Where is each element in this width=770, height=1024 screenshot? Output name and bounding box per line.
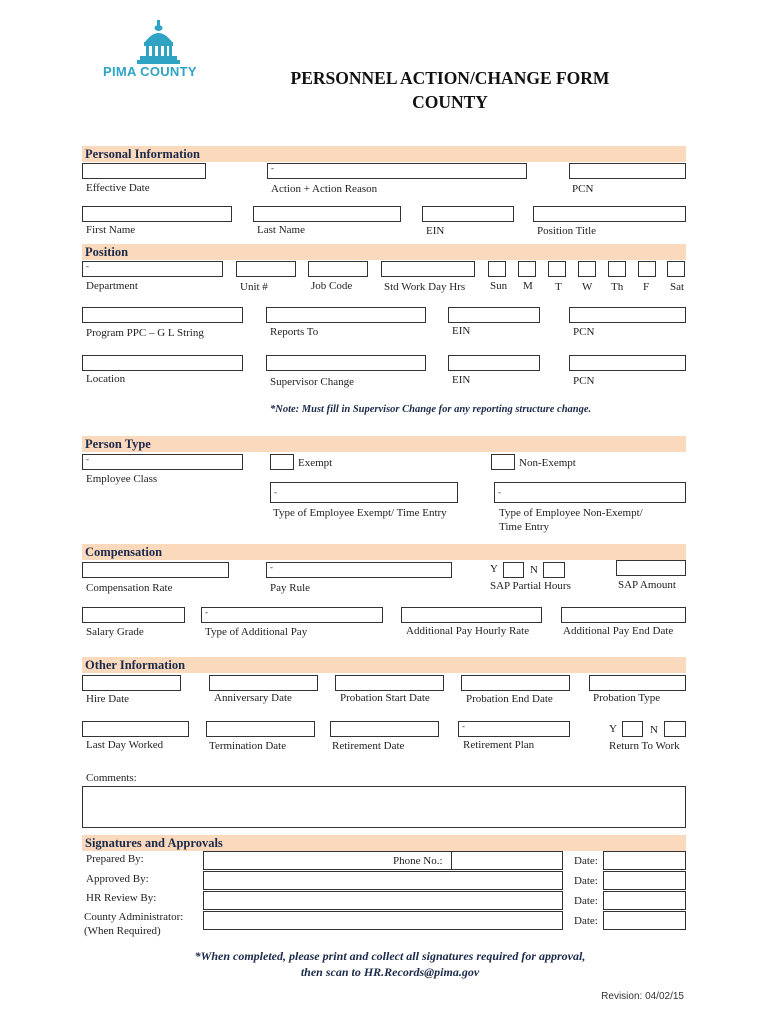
- return-to-work-label: Return To Work: [609, 740, 680, 752]
- anniversary-date-field[interactable]: [209, 675, 318, 691]
- supervisor-note: *Note: Must fill in Supervisor Change for any reporting structure change.: [270, 404, 592, 415]
- std-work-day-hrs-label: Std Work Day Hrs: [384, 281, 466, 293]
- additional-pay-type-label: Type of Additional Pay: [205, 626, 308, 638]
- additional-pay-type-field[interactable]: -: [201, 607, 383, 623]
- day-label-f: F: [643, 281, 650, 293]
- footer-instruction-line2: then scan to HR.Records@pima.gov: [300, 965, 480, 979]
- sap-yes-checkbox[interactable]: [503, 562, 524, 578]
- salary-grade-label: Salary Grade: [86, 626, 144, 638]
- page-title: PERSONNEL ACTION/CHANGE FORM: [290, 68, 610, 88]
- compensation-rate-label: Compensation Rate: [86, 582, 173, 594]
- day-label-sun: Sun: [490, 280, 508, 292]
- day-label-m: M: [523, 280, 533, 292]
- exempt-label: Exempt: [298, 457, 333, 469]
- approved-date-label: Date:: [574, 875, 598, 887]
- phone-label: Phone No.:: [393, 855, 443, 867]
- probation-start-date-field[interactable]: [335, 675, 444, 691]
- action-reason-label: Action + Action Reason: [271, 183, 378, 195]
- additional-pay-end-date-label: Additional Pay End Date: [563, 625, 674, 637]
- non-exempt-checkbox[interactable]: [491, 454, 515, 470]
- hr-review-field[interactable]: [203, 891, 563, 910]
- comments-textarea[interactable]: [82, 786, 686, 828]
- revision-date: Revision: 04/02/15: [601, 991, 684, 1002]
- retirement-date-label: Retirement Date: [332, 740, 405, 752]
- pay-rule-field[interactable]: -: [266, 562, 452, 578]
- non-exempt-time-entry-label-1: Type of Employee Non-Exempt/: [499, 507, 643, 519]
- page-subtitle: COUNTY: [412, 92, 488, 112]
- sap-partial-hours-label: SAP Partial Hours: [490, 580, 571, 592]
- supervisor-ein-field[interactable]: [448, 355, 540, 371]
- std-work-day-hrs-field[interactable]: [381, 261, 475, 277]
- exempt-checkbox[interactable]: [270, 454, 294, 470]
- last-name-field[interactable]: [253, 206, 401, 222]
- logo-text: PIMA COUNTY: [103, 64, 197, 79]
- day-w-checkbox[interactable]: [578, 261, 596, 277]
- unit-label: Unit #: [240, 281, 268, 293]
- pay-rule-label: Pay Rule: [270, 582, 311, 594]
- non-exempt-time-entry-label-2: Time Entry: [499, 521, 550, 533]
- employee-class-field[interactable]: -: [82, 454, 243, 470]
- retirement-plan-label: Retirement Plan: [463, 739, 535, 751]
- day-m-checkbox[interactable]: [518, 261, 536, 277]
- county-admin-label: County Administrator:: [84, 911, 184, 923]
- first-name-label: First Name: [86, 224, 136, 236]
- day-th-checkbox[interactable]: [608, 261, 626, 277]
- ein-field[interactable]: [422, 206, 514, 222]
- pcn-label: PCN: [572, 183, 594, 195]
- reports-to-label: Reports To: [270, 326, 319, 338]
- approved-by-label: Approved By:: [86, 873, 149, 885]
- county-admin-field[interactable]: [203, 911, 563, 930]
- program-ppc-field[interactable]: [82, 307, 243, 323]
- day-sat-checkbox[interactable]: [667, 261, 685, 277]
- probation-start-date-label: Probation Start Date: [340, 692, 430, 704]
- termination-date-field[interactable]: [206, 721, 315, 737]
- return-n-label: N: [650, 724, 658, 736]
- reports-to-ein-field[interactable]: [448, 307, 540, 323]
- additional-pay-end-date-field[interactable]: [561, 607, 686, 623]
- last-day-worked-field[interactable]: [82, 721, 189, 737]
- first-name-field[interactable]: [82, 206, 232, 222]
- county-admin-note: (When Required): [84, 925, 161, 937]
- return-y-label: Y: [609, 723, 617, 735]
- section-personal-information: Personal Information: [82, 146, 686, 162]
- supervisor-change-label: Supervisor Change: [270, 376, 355, 388]
- supervisor-change-field[interactable]: [266, 355, 426, 371]
- prepared-by-label: Prepared By:: [86, 853, 144, 865]
- effective-date-field[interactable]: [82, 163, 206, 179]
- supervisor-pcn-field[interactable]: [569, 355, 686, 371]
- hr-date-field[interactable]: [603, 891, 686, 910]
- retirement-date-field[interactable]: [330, 721, 439, 737]
- location-field[interactable]: [82, 355, 243, 371]
- reports-to-ein-label: EIN: [452, 325, 471, 337]
- department-label: Department: [86, 280, 138, 292]
- sap-y-label: Y: [490, 563, 498, 575]
- effective-date-label: Effective Date: [86, 182, 150, 194]
- ein-label: EIN: [426, 225, 445, 237]
- day-label-t: T: [555, 281, 562, 293]
- footer-instruction-line1: *When completed, please print and collect all signatures required for approval,: [194, 949, 586, 963]
- comments-label: Comments:: [86, 772, 137, 784]
- non-exempt-time-entry-field[interactable]: -: [494, 482, 686, 503]
- job-code-field[interactable]: [308, 261, 368, 277]
- prepared-date-label: Date:: [574, 855, 598, 867]
- exempt-time-entry-field[interactable]: -: [270, 482, 458, 503]
- job-code-label: Job Code: [311, 280, 353, 292]
- prepared-date-field[interactable]: [603, 851, 686, 870]
- section-signatures: Signatures and Approvals: [82, 835, 686, 851]
- unit-field[interactable]: [236, 261, 296, 277]
- exempt-time-entry-label: Type of Employee Exempt/ Time Entry: [273, 507, 447, 519]
- employee-class-label: Employee Class: [86, 473, 158, 485]
- section-compensation: Compensation: [82, 544, 686, 560]
- location-label: Location: [86, 373, 126, 385]
- section-position: Position: [82, 244, 686, 260]
- return-to-work-no-checkbox[interactable]: [664, 721, 686, 737]
- day-f-checkbox[interactable]: [638, 261, 656, 277]
- salary-grade-field[interactable]: [82, 607, 185, 623]
- return-to-work-yes-checkbox[interactable]: [622, 721, 643, 737]
- probation-type-label: Probation Type: [593, 692, 661, 704]
- position-title-label: Position Title: [537, 225, 597, 237]
- retirement-plan-field[interactable]: -: [458, 721, 570, 737]
- department-field[interactable]: -: [82, 261, 223, 277]
- hr-date-label: Date:: [574, 895, 598, 907]
- supervisor-ein-label: EIN: [452, 374, 471, 386]
- county-admin-date-field[interactable]: [603, 911, 686, 930]
- reports-to-pcn-field[interactable]: [569, 307, 686, 323]
- position-title-field[interactable]: [533, 206, 686, 222]
- section-person-type: Person Type: [82, 436, 686, 452]
- last-day-worked-label: Last Day Worked: [86, 739, 164, 751]
- anniversary-date-label: Anniversary Date: [214, 692, 292, 704]
- compensation-rate-field[interactable]: [82, 562, 229, 578]
- additional-pay-hourly-rate-field[interactable]: [401, 607, 542, 623]
- hire-date-field[interactable]: [82, 675, 181, 691]
- supervisor-pcn-label: PCN: [573, 375, 595, 387]
- last-name-label: Last Name: [257, 224, 305, 236]
- courthouse-dome-icon: [136, 20, 182, 66]
- section-other-information: Other Information: [82, 657, 686, 673]
- pcn-field[interactable]: [569, 163, 686, 179]
- program-ppc-label: Program PPC – G L String: [86, 327, 204, 339]
- day-label-sat: Sat: [670, 281, 685, 293]
- sap-amount-label: SAP Amount: [618, 579, 676, 591]
- additional-pay-hourly-rate-label: Additional Pay Hourly Rate: [406, 625, 530, 637]
- day-label-th: Th: [611, 281, 624, 293]
- probation-type-field[interactable]: [589, 675, 686, 691]
- hr-review-label: HR Review By:: [86, 892, 157, 904]
- non-exempt-label: Non-Exempt: [519, 457, 576, 469]
- sap-amount-field[interactable]: [616, 560, 686, 576]
- probation-end-date-field[interactable]: [461, 675, 570, 691]
- action-reason-field[interactable]: -: [267, 163, 527, 179]
- reports-to-field[interactable]: [266, 307, 426, 323]
- approved-by-field[interactable]: [203, 871, 563, 890]
- phone-field[interactable]: [451, 852, 561, 869]
- day-sun-checkbox[interactable]: [488, 261, 506, 277]
- day-t-checkbox[interactable]: [548, 261, 566, 277]
- termination-date-label: Termination Date: [209, 740, 287, 752]
- sap-n-label: N: [530, 564, 538, 576]
- probation-end-date-label: Probation End Date: [466, 693, 553, 705]
- approved-date-field[interactable]: [603, 871, 686, 890]
- sap-no-checkbox[interactable]: [543, 562, 565, 578]
- county-admin-date-label: Date:: [574, 915, 598, 927]
- reports-to-pcn-label: PCN: [573, 326, 595, 338]
- day-label-w: W: [582, 281, 593, 293]
- hire-date-label: Hire Date: [86, 693, 130, 705]
